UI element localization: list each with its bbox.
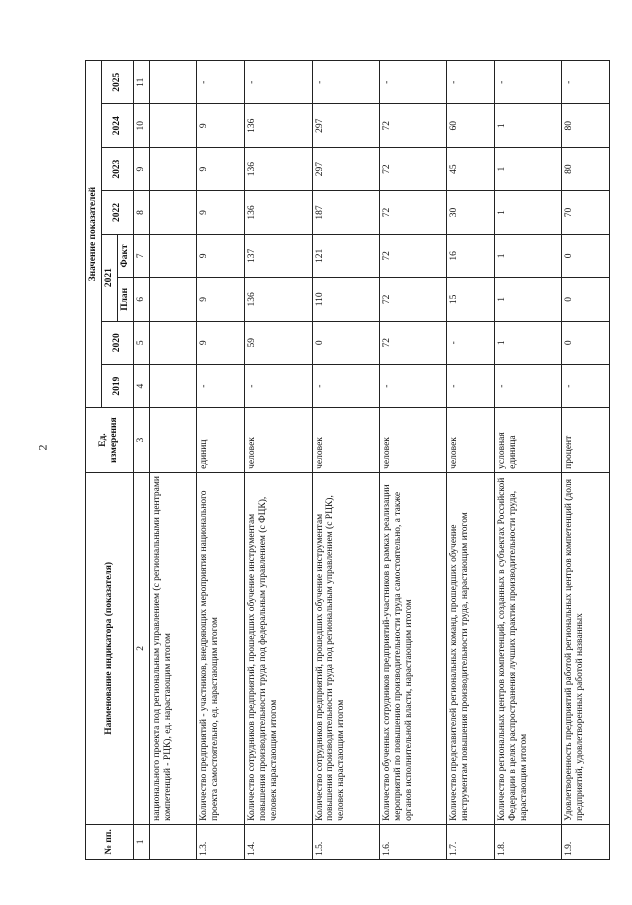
header-values-group: Значение показателей — [86, 61, 102, 408]
cell-v2023 — [149, 147, 197, 190]
cell-name: Количество региональных центров компетенций, созданных в субъектах Российской Федерации в целях распространения лучших практик производительности труда, нарастающим итогом — [494, 472, 561, 824]
cell-v2022: 70 — [562, 191, 610, 234]
cell-v2022: 1 — [494, 191, 561, 234]
cell-unit: человек — [379, 408, 446, 473]
cell-fact: 121 — [312, 234, 379, 277]
cell-name: Количество предприятий - участников, внедряющих мероприятия национального проекта самостоятельно, ед. нарастающим итогом — [197, 472, 245, 824]
col-number: 6 — [133, 278, 149, 321]
cell-unit — [149, 408, 197, 473]
cell-v2019: - — [562, 364, 610, 407]
cell-fact: 0 — [562, 234, 610, 277]
col-number: 5 — [133, 321, 149, 364]
table-row — [197, 61, 245, 860]
header-2021: 2021 — [101, 234, 117, 321]
cell-plan: 1 — [494, 278, 561, 321]
page-number: 2 — [35, 444, 50, 451]
cell-v2019: - — [494, 364, 561, 407]
cell-v2020: 0 — [312, 321, 379, 364]
cell-v2023: 297 — [312, 147, 379, 190]
cell-no: 1.7. — [447, 824, 495, 859]
cell-v2024: 136 — [245, 104, 312, 147]
col-number: 10 — [133, 104, 149, 147]
cell-v2025: - — [494, 61, 561, 104]
col-number: 11 — [133, 61, 149, 104]
cell-unit: человек — [447, 408, 495, 473]
header-no: № пп. — [86, 824, 134, 859]
cell-v2024: 1 — [494, 104, 561, 147]
cell-v2024: 72 — [379, 104, 446, 147]
header-2025: 2025 — [101, 61, 133, 104]
indicators-table — [85, 60, 610, 860]
header-2024: 2024 — [101, 104, 133, 147]
cell-fact — [149, 234, 197, 277]
cell-v2022 — [149, 191, 197, 234]
col-number: 9 — [133, 147, 149, 190]
cell-v2023: 136 — [245, 147, 312, 190]
cell-v2019: - — [245, 364, 312, 407]
cell-plan: 0 — [562, 278, 610, 321]
cell-v2025: - — [197, 61, 245, 104]
cell-name: Количество сотрудников предприятий, прошедших обучение инструментам повышения производительности труда под федеральным управлением (с ФЦК), человек нарастающим итогом — [245, 472, 312, 824]
cell-v2025 — [149, 61, 197, 104]
cell-plan — [149, 278, 197, 321]
cell-v2023: 1 — [494, 147, 561, 190]
cell-fact: 16 — [447, 234, 495, 277]
header-2023: 2023 — [101, 147, 133, 190]
cell-v2024: 60 — [447, 104, 495, 147]
cell-v2020: 59 — [245, 321, 312, 364]
header-name: Наименование индикатора (показателя) — [86, 472, 134, 824]
cell-no: 1.8. — [494, 824, 561, 859]
cell-v2024: 80 — [562, 104, 610, 147]
cell-v2023: 45 — [447, 147, 495, 190]
cell-v2020: 0 — [562, 321, 610, 364]
col-number: 2 — [133, 472, 149, 824]
cell-v2020: 72 — [379, 321, 446, 364]
cell-no: 1.6. — [379, 824, 446, 859]
cell-v2025: - — [447, 61, 495, 104]
cell-v2023: 9 — [197, 147, 245, 190]
cell-v2022: 9 — [197, 191, 245, 234]
rotated-table-container — [85, 60, 610, 860]
cell-unit: человек — [312, 408, 379, 473]
cell-unit: человек — [245, 408, 312, 473]
cell-unit: процент — [562, 408, 610, 473]
cell-v2019 — [149, 364, 197, 407]
col-number: 7 — [133, 234, 149, 277]
cell-v2022: 72 — [379, 191, 446, 234]
cell-plan: 136 — [245, 278, 312, 321]
cell-no: 1.3. — [197, 824, 245, 859]
cell-no: 1.4. — [245, 824, 312, 859]
cell-v2020: 9 — [197, 321, 245, 364]
cell-v2024 — [149, 104, 197, 147]
cell-v2025: - — [312, 61, 379, 104]
cell-v2020: 1 — [494, 321, 561, 364]
cell-no: 1.9. — [562, 824, 610, 859]
cell-v2020 — [149, 321, 197, 364]
header-2020: 2020 — [101, 321, 133, 364]
cell-v2024: 297 — [312, 104, 379, 147]
cell-plan: 15 — [447, 278, 495, 321]
header-fact: Факт — [117, 234, 133, 277]
table-row — [447, 61, 495, 860]
cell-name: Количество представителей региональных команд, прошедших обучение инструментам повышения производительности труда, нарастающим итогом — [447, 472, 495, 824]
cell-v2025: - — [379, 61, 446, 104]
cell-v2020: - — [447, 321, 495, 364]
cell-fact: 9 — [197, 234, 245, 277]
cell-fact: 72 — [379, 234, 446, 277]
cell-v2023: 80 — [562, 147, 610, 190]
cell-v2022: 136 — [245, 191, 312, 234]
cell-name: Количество обученных сотрудников предприятий-участников в рамках реализации мероприятий по повышению производительности труда самостоятельно, а также органов исполнительной власти, нарастающим итогом — [379, 472, 446, 824]
header-unit: Ед. измерения — [86, 408, 134, 473]
cell-v2025: - — [245, 61, 312, 104]
table-row — [494, 61, 561, 860]
header-2019: 2019 — [101, 364, 133, 407]
cell-v2025: - — [562, 61, 610, 104]
cell-no — [149, 824, 197, 859]
cell-name: национального проекта под региональным управлением (с региональными центрами компетенций - РЦК), ед. нарастающим итогом — [149, 472, 197, 824]
col-number: 4 — [133, 364, 149, 407]
col-number: 8 — [133, 191, 149, 234]
header-plan: План — [117, 278, 133, 321]
table-row — [245, 61, 312, 860]
cell-unit: условная единица — [494, 408, 561, 473]
cell-name: Количество сотрудников предприятий, прошедших обучение инструментам повышения производительности труда под региональным управлением (с РЦК), человек нарастающим итогом — [312, 472, 379, 824]
table-row — [379, 61, 446, 860]
col-number: 1 — [133, 824, 149, 859]
cell-v2019: - — [379, 364, 446, 407]
cell-fact: 137 — [245, 234, 312, 277]
table-row — [149, 61, 197, 860]
column-numbers-row — [133, 61, 149, 860]
col-number: 3 — [133, 408, 149, 473]
cell-v2019: - — [197, 364, 245, 407]
header-2022: 2022 — [101, 191, 133, 234]
cell-fact: 1 — [494, 234, 561, 277]
cell-v2023: 72 — [379, 147, 446, 190]
cell-no: 1.5. — [312, 824, 379, 859]
cell-plan: 9 — [197, 278, 245, 321]
cell-v2022: 187 — [312, 191, 379, 234]
table-row — [562, 61, 610, 860]
cell-unit: единиц — [197, 408, 245, 473]
cell-name: Удовлетворенность предприятий работой региональных центров компетенций (доля предприятий, удовлетворенных работой названных — [562, 472, 610, 824]
table-body — [149, 61, 609, 860]
table-header — [86, 61, 150, 860]
table-row — [312, 61, 379, 860]
cell-v2019: - — [312, 364, 379, 407]
cell-v2019: - — [447, 364, 495, 407]
cell-v2022: 30 — [447, 191, 495, 234]
cell-v2024: 9 — [197, 104, 245, 147]
cell-plan: 110 — [312, 278, 379, 321]
cell-plan: 72 — [379, 278, 446, 321]
